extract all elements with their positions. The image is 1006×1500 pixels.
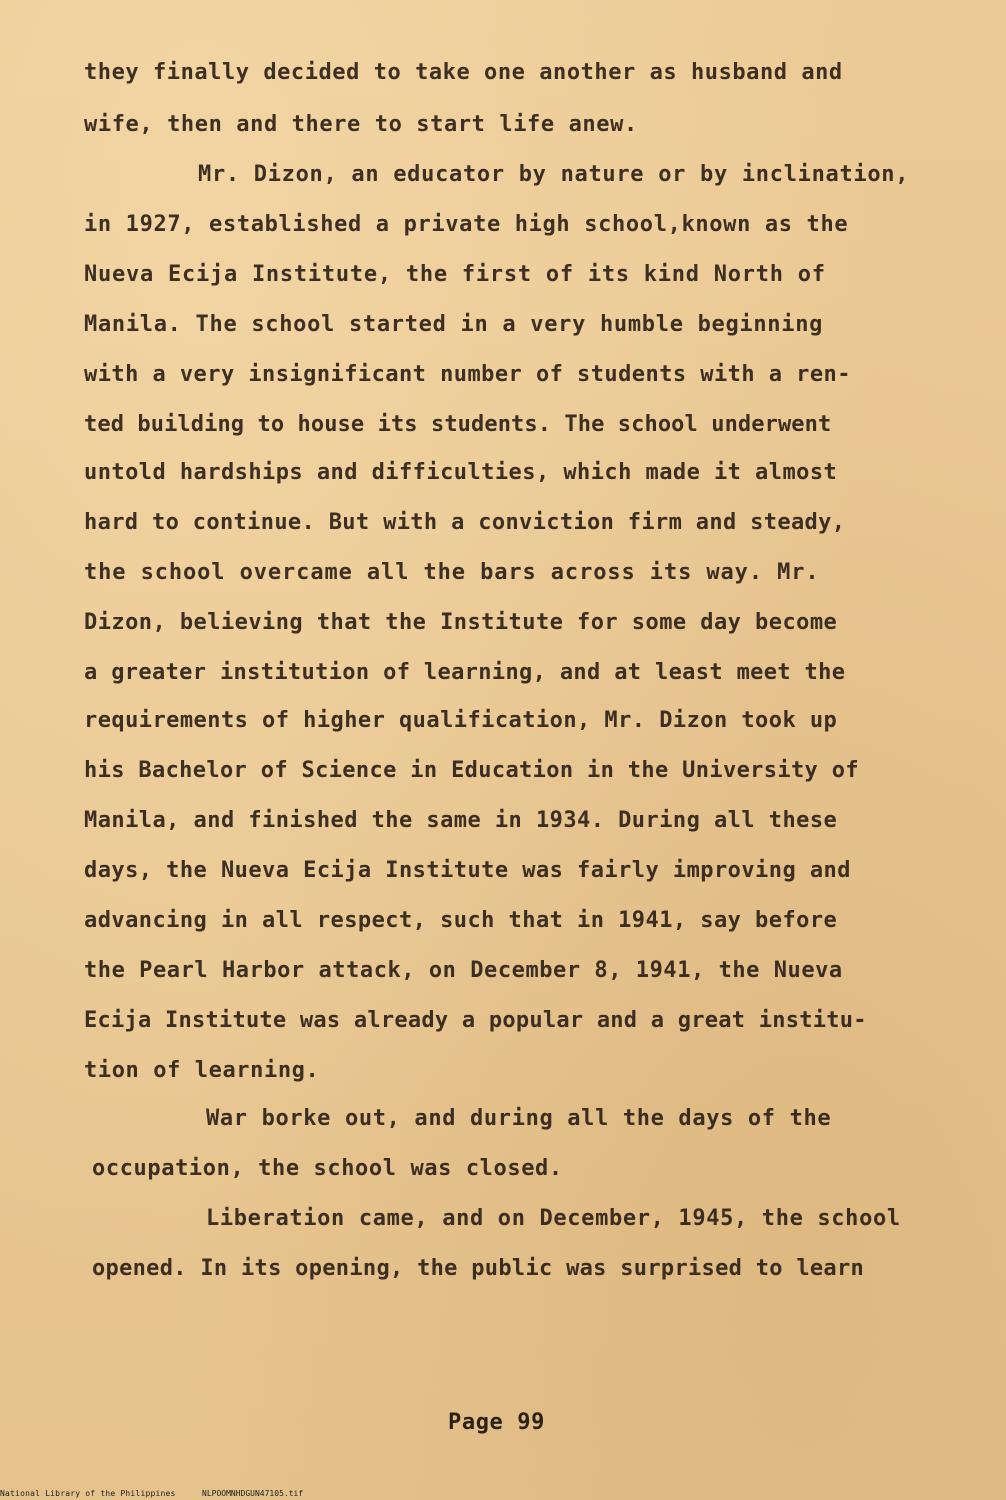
text-line: with a very insignificant number of students with a ren- — [84, 362, 851, 387]
text-line: days, the Nueva Ecija Institute was fairly improving and — [84, 858, 851, 883]
text-line: Mr. Dizon, an educator by nature or by inclination, — [198, 162, 910, 187]
text-line: the Pearl Harbor attack, on December 8, 1941, the Nueva — [84, 958, 843, 983]
text-line: War borke out, and during all the days of the — [206, 1106, 832, 1131]
text-line: they finally decided to take one another as husband and — [84, 60, 843, 85]
page-number: Page 99 — [448, 1410, 545, 1435]
text-line: Dizon, believing that the Institute for some day become — [84, 610, 838, 635]
text-line: a greater institution of learning, and at least meet the — [84, 660, 846, 685]
text-line: Manila. The school started in a very humble beginning — [84, 312, 824, 337]
text-line: Ecija Institute was already a popular and a great institu- — [84, 1008, 867, 1033]
footer-library-name: National Library of the Philippines — [0, 1489, 176, 1498]
text-line: tion of learning. — [84, 1058, 320, 1083]
text-line: occupation, the school was closed. — [92, 1156, 563, 1181]
text-line: Nueva Ecija Institute, the first of its kind North of — [84, 262, 826, 287]
text-line: requirements of higher qualification, Mr. Dizon took up — [84, 708, 838, 733]
text-line: opened. In its opening, the public was surprised to learn — [92, 1256, 865, 1281]
text-line: untold hardships and difficulties, which made it almost — [84, 460, 838, 485]
footer-filename: NLPOOMNHDGUN47105.tif — [202, 1489, 304, 1498]
text-line: Liberation came, and on December, 1945, the school — [206, 1206, 901, 1231]
text-line: Manila, and finished the same in 1934. During all these — [84, 808, 838, 833]
text-line: ted building to house its students. The school underwent — [84, 412, 832, 437]
text-line: hard to continue. But with a conviction firm and steady, — [84, 510, 846, 535]
text-line: advancing in all respect, such that in 1941, say before — [84, 908, 838, 933]
text-line: wife, then and there to start life anew. — [84, 112, 638, 137]
text-line: his Bachelor of Science in Education in the University of — [84, 758, 859, 783]
text-line: the school overcame all the bars across its way. Mr. — [84, 560, 820, 585]
text-line: in 1927, established a private high school,known as the — [84, 212, 849, 237]
